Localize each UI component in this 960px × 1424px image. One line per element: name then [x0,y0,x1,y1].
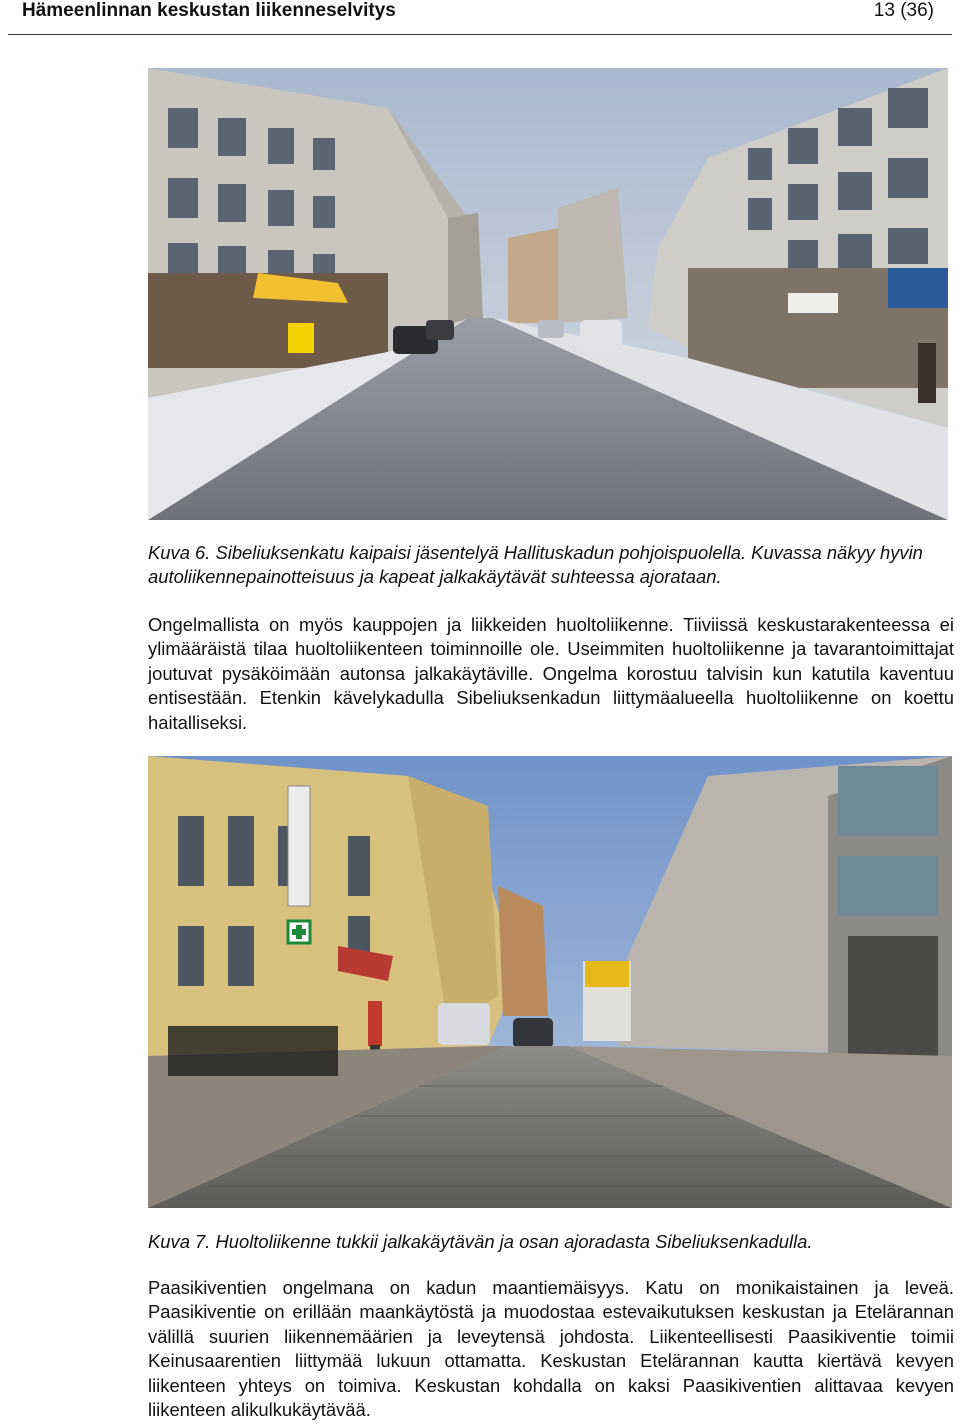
page-number: 13 (36) [873,0,934,21]
document-title: Hämeenlinnan keskustan liikenneselvitys [22,0,396,21]
street-photo-sibeliuksenkatu-service-traffic [148,756,952,1208]
figure-6-caption: Kuva 6. Sibeliuksenkatu kaipaisi jäsentelyä Hallituskadun pohjoispuolella. Kuvassa näkyy hyvin autoliikennepainotteisuus ja kapeat jalkakäytävät suhteessa ajorataan. [148,542,923,587]
body-paragraph-service-traffic: Ongelmallista on myös kauppojen ja liikkeiden huoltoliikenne. Tiiviissä keskustarakenteessa ei ylimääräistä tilaa huoltoliikenteen toiminnoille ole. Useimmiten huoltoliikenne ja tavarantoimittajat joutuvat pysäköimään autonsa jalkakäytäville. Ongelma korostuu talvisin kun katutila kaventuu entisestään. Etenkin kävelykadulla Sibeliuksenkadun liittymäalueella huoltoliikenne on koettu haitalliseksi. [148,614,954,733]
page-header [0,0,960,36]
figure-7-caption: Kuva 7. Huoltoliikenne tukkii jalkakäytävän ja osan ajoradasta Sibeliuksenkadulla. [148,1231,813,1252]
header-divider [8,34,952,35]
body-paragraph-paasikiventie: Paasikiventien ongelmana on kadun maantiemäisyys. Katu on monikaistainen ja leveä. Paasikiventie on erillään maankäytöstä ja muodostaa estevaikutuksen keskustan ja Etelärannan välillä suurien liikennemäärien ja leveytensä johdosta. Liikenteellisesti Paasikiventie toimii Keinusaarentien liittymää lukuun ottamatta. Keskustan Etelärannan kautta kiertävä kevyen liikenteen yhteys on toimiva. Keskustan kohdalla on kaksi Paasikiventien alittavaa kevyen liikenteen alikulkukäytävää. [148,1277,954,1421]
street-photo-sibeliuksenkatu-winter [148,68,948,520]
